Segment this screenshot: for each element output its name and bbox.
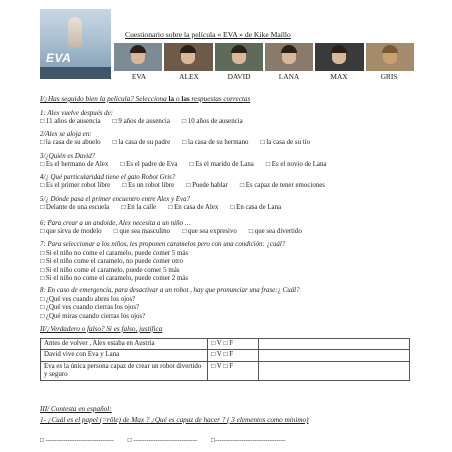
section-1-title-text: respuestas correctas <box>189 95 251 103</box>
statement-cell: Antes de volver , Alex estaba en Austria <box>41 339 208 350</box>
hair-shape <box>331 45 347 53</box>
question-2: 2/Alex se aloja en: <box>40 131 92 138</box>
option-checkbox[interactable]: □ Es un robot libre <box>122 182 175 189</box>
answer-line[interactable]: □-------------------------------- <box>211 437 286 444</box>
true-false-choice[interactable]: □ V □ F <box>208 350 259 361</box>
option-checkbox[interactable]: □ que sea expresivo <box>181 228 237 235</box>
character-photo-david <box>215 43 263 71</box>
true-false-choice[interactable]: □ V □ F <box>208 361 259 381</box>
option-checkbox[interactable]: □ ¿Qué miras cuando cierras los ojos? <box>40 312 146 320</box>
character-name-max: MAX <box>330 72 348 81</box>
question-4-options <box>40 182 337 190</box>
option-checkbox[interactable]: □ En casa de Alex <box>168 204 219 211</box>
true-false-table <box>40 338 410 381</box>
question-6-options <box>40 228 314 236</box>
hair-shape <box>180 45 196 53</box>
poster-strip <box>40 67 111 79</box>
option-checkbox[interactable]: □ En casa de Lana <box>230 204 282 211</box>
section-1-title <box>40 95 250 104</box>
section-1-title-bold: las <box>181 95 190 103</box>
option-checkbox[interactable]: □ la casa de su tío <box>260 139 311 146</box>
question-5-options <box>40 204 293 212</box>
option-checkbox[interactable]: □ 10 años de ausencia <box>181 118 243 125</box>
option-checkbox[interactable]: □ Es el hermano de Alex <box>40 161 109 168</box>
section-2-title: II/¿Verdadero o falso? Si es falso, justifica <box>40 325 163 333</box>
answer-lines <box>40 437 420 445</box>
section-1-title-bold: la <box>168 95 175 103</box>
question-2-options <box>40 139 322 147</box>
character-photo-alex <box>164 43 212 71</box>
statement-cell: David vive con Eva y Lana <box>41 350 208 361</box>
section-1-title-text: o <box>174 95 182 103</box>
table-row <box>41 350 410 361</box>
question-1-options <box>40 118 255 126</box>
character-names <box>114 73 414 82</box>
section-3-question-1: 1- ¿Cuál es el papel (=rôle) de Max ? ¿Qué es capaz de hacer ? ( 3 elementos como mínimo) <box>40 416 309 424</box>
poster-figure <box>68 17 82 47</box>
option-checkbox[interactable]: □ Es el padre de Eva <box>120 161 178 168</box>
option-checkbox[interactable]: □ Delante de una escuela <box>40 204 110 211</box>
question-7: 7: Para seleccionar a los niños, les proponen caramelos pero con una condición: ¿cuál? <box>40 241 286 248</box>
question-4: 4/¿ Qué particularidad tiene el gato Robot Gris? <box>40 174 176 181</box>
hair-shape <box>231 45 247 53</box>
section-1-title-text: I/¿Has seguido bien la película? Selecciona <box>40 95 169 103</box>
character-photo-eva <box>114 43 162 71</box>
option-checkbox[interactable]: □ la casa de su hermano <box>182 139 249 146</box>
statement-cell: Eva es la única persona capaz de crear un robot divertido y seguro <box>41 361 208 381</box>
option-checkbox[interactable]: □ 11 años de ausencia <box>40 118 101 125</box>
option-checkbox[interactable]: □ que sea masculino <box>113 228 170 235</box>
hair-shape <box>130 45 146 53</box>
answer-line[interactable]: □ ----------------------------- <box>127 437 198 444</box>
question-6: 6: Para crear a un andoide, Alex necesita a un niño … <box>40 220 191 227</box>
table-row <box>41 361 410 381</box>
poster-logo: EVA <box>46 51 72 65</box>
question-5: 5/¿ Dónde pasa el primer encuentro entre Alex y Eva? <box>40 196 190 203</box>
option-checkbox[interactable]: □ Si el niño come el caramelo, puede comer 5 más <box>40 266 180 274</box>
table-row <box>41 339 410 350</box>
character-photos <box>114 43 414 71</box>
question-3-options <box>40 161 338 169</box>
answer-line[interactable]: □ ------------------------------- <box>40 437 114 444</box>
hair-shape <box>281 45 297 53</box>
character-photo-max <box>315 43 363 71</box>
option-checkbox[interactable]: □ ¿Qué ves cuando abres los ojos? <box>40 296 136 303</box>
option-checkbox[interactable]: □ Si el niño no come el caramelo, puede comer 2 más <box>40 274 189 282</box>
character-name-eva: EVA <box>131 72 147 81</box>
option-checkbox[interactable]: □ Si el niño come el caramelo, no puede comer otro <box>40 258 183 266</box>
option-checkbox[interactable]: □ la casa de su padre <box>112 139 171 146</box>
justification-cell[interactable] <box>259 339 410 350</box>
option-checkbox[interactable]: □ la casa de su abuelo <box>40 139 101 146</box>
option-checkbox[interactable]: □ que sea divertido <box>248 228 302 235</box>
character-name-alex: ALEX <box>179 72 199 81</box>
character-photo-lana <box>265 43 313 71</box>
justification-cell[interactable] <box>259 350 410 361</box>
option-checkbox[interactable]: □ que sirva de modelo <box>40 228 102 235</box>
movie-poster <box>40 9 111 79</box>
character-name-gris: GRIS <box>380 72 398 81</box>
option-checkbox[interactable]: □ Es el primer robot libre <box>40 182 111 189</box>
option-checkbox[interactable]: □ Puede hablar <box>186 182 228 189</box>
true-false-choice[interactable]: □ V □ F <box>208 339 259 350</box>
option-checkbox[interactable]: □ Es capaz de tener emociones <box>239 182 325 189</box>
question-7-options <box>40 250 188 283</box>
section-3-title: III/ Contesta en español: <box>40 405 112 413</box>
question-8: 8: En caso de emergencia, para desactivar a un robot , hay que pronunciar una frase:¿ Cuál? <box>40 287 300 294</box>
question-3: 3/¿Quién es David? <box>40 153 96 160</box>
justification-cell[interactable] <box>259 361 410 381</box>
option-checkbox[interactable]: □ Si el niño no come el caramelo, puede comer 5 más <box>40 250 189 257</box>
question-8-options <box>40 296 145 321</box>
hair-shape <box>382 45 398 53</box>
character-name-lana: LANA <box>278 72 300 81</box>
question-1: 1: Alex vuelve después de: <box>40 110 113 117</box>
character-photo-gris <box>366 43 414 71</box>
option-checkbox[interactable]: □ Es el novio de Lana <box>265 161 327 168</box>
option-checkbox[interactable]: □ Es el marido de Lana <box>189 161 254 168</box>
option-checkbox[interactable]: □ 9 años de ausencia <box>112 118 170 125</box>
character-name-david: DAVID <box>227 72 251 81</box>
option-checkbox[interactable]: □ ¿Qué ves cuando cierras los ojos? <box>40 304 140 312</box>
option-checkbox[interactable]: □ En la calle <box>121 204 157 211</box>
page-title: Cuestionario sobre la película « EVA » de Kike Maíllo <box>125 30 291 39</box>
